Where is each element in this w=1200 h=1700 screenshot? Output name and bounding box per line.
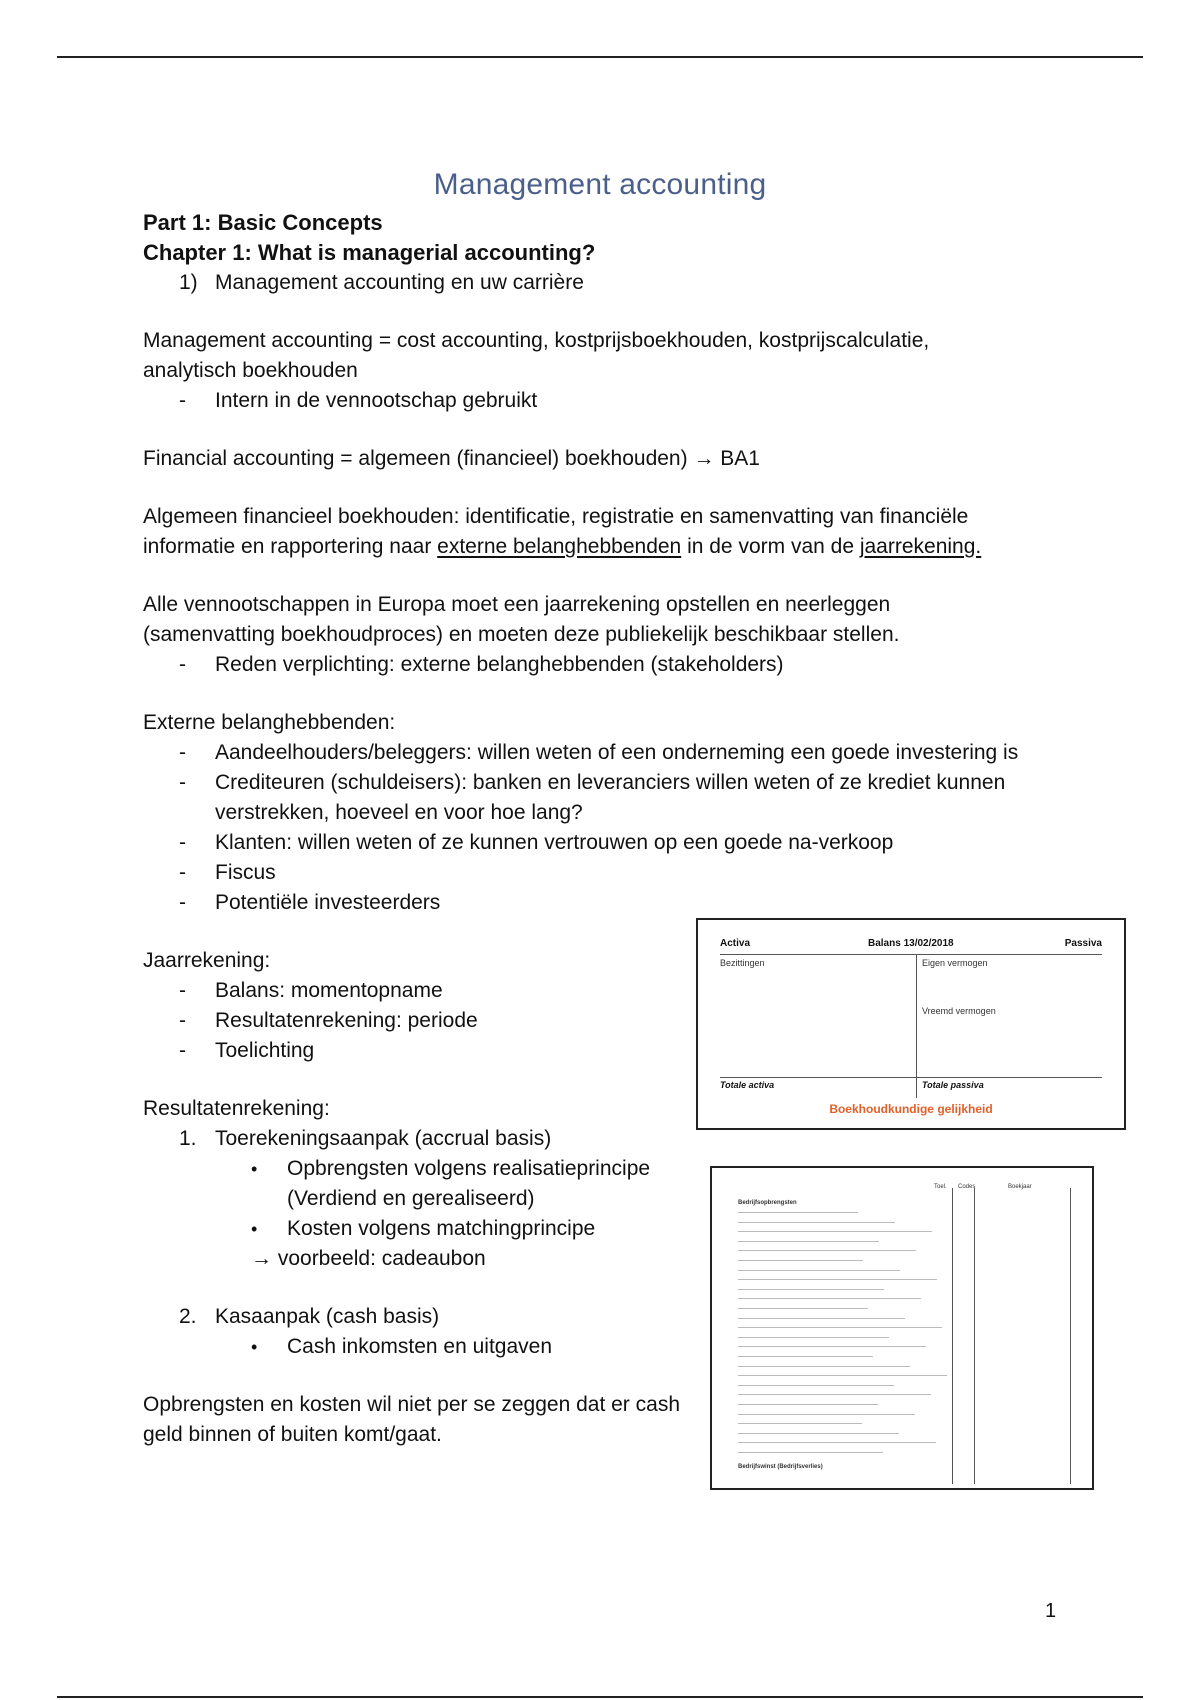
- income-statement-row: [738, 1270, 900, 1271]
- dash-marker: -: [179, 389, 186, 412]
- income-statement-row: [738, 1366, 910, 1367]
- management-definition: Management accounting = cost accounting, kostprijsboekhouden, kostprijscalculatie, analytisch boekhouden: [143, 329, 930, 382]
- income-statement-row: [738, 1385, 894, 1386]
- list-item-text: Resultatenrekening: periode: [215, 1009, 478, 1032]
- income-statement-row: [738, 1346, 926, 1347]
- bullet-marker: •: [251, 1219, 258, 1239]
- bedrijfsopbrengsten-label: Bedrijfsopbrengsten: [738, 1200, 797, 1206]
- page-number: 1: [1045, 1600, 1057, 1622]
- list-item-text: Cash inkomsten en uitgaven: [287, 1335, 552, 1358]
- resultaten-heading: Resultatenrekening:: [143, 1097, 330, 1120]
- number-marker: 1.: [179, 1127, 197, 1150]
- balance-sheet-figure: [696, 918, 1126, 1130]
- bedrijfswinst-label: Bedrijfswinst (Bedrijfsverlies): [738, 1464, 823, 1470]
- externe-item: [143, 888, 1063, 918]
- externe-item: [143, 768, 1055, 828]
- dash-marker: -: [179, 741, 186, 764]
- list-item-text: Klanten: willen weten of ze kunnen vertrouwen op een goede na-verkoop: [215, 831, 894, 854]
- jaarrekening-heading: Jaarrekening:: [143, 949, 271, 972]
- bullet-marker: •: [251, 1159, 258, 1179]
- list-item-text: Kosten volgens matchingprincipe: [287, 1217, 596, 1240]
- list-item-text: Potentiële investeerders: [215, 891, 441, 914]
- boekhoudkundige-gelijkheid-label: Boekhoudkundige gelijkheid: [829, 1102, 993, 1116]
- dash-marker: -: [179, 831, 186, 854]
- externe-underlined: externe belanghebbenden: [437, 535, 682, 558]
- number-marker: 2.: [179, 1305, 197, 1328]
- bottom-rule: [57, 1696, 1143, 1698]
- codes-column-line: [952, 1188, 953, 1484]
- list-item-text: Fiscus: [215, 861, 276, 884]
- reden-bullet: [143, 650, 1063, 680]
- boekjaar-column-header: Boekjaar: [1008, 1184, 1032, 1190]
- income-statement-row: [738, 1298, 921, 1299]
- list-item-text: Kasaanpak (cash basis): [215, 1305, 440, 1328]
- dash-marker: -: [179, 1009, 186, 1032]
- section-text: Management accounting en uw carrière: [215, 271, 584, 294]
- bullet-marker: •: [251, 1337, 258, 1357]
- income-statement-row: [738, 1452, 883, 1453]
- list-item-text: Toerekeningsaanpak (accrual basis): [215, 1127, 552, 1150]
- externe-item: [143, 828, 1055, 858]
- section-number: 1): [179, 271, 198, 294]
- income-statement-row: [738, 1327, 942, 1328]
- part-heading: Part 1: Basic Concepts: [143, 210, 383, 235]
- income-statement-row: [738, 1442, 936, 1443]
- income-statement-row: [738, 1260, 863, 1261]
- externe-heading: Externe belanghebbenden:: [143, 711, 396, 734]
- top-rule: [57, 56, 1143, 58]
- income-statement-row: [738, 1308, 868, 1309]
- right-column-line: [1070, 1188, 1071, 1484]
- totale-passiva-label: Totale passiva: [922, 1080, 984, 1090]
- list-item-text: Toelichting: [215, 1039, 315, 1062]
- list-item-text: Crediteuren (schuldeisers): banken en leveranciers willen weten of ze krediet kunnen verstrekken, hoeveel en voor hoe lang?: [215, 771, 1006, 824]
- intern-bullet: [143, 386, 1063, 416]
- income-statement-row: [738, 1212, 858, 1213]
- list-item-text: Opbrengsten volgens realisatieprincipe (Verdiend en gerealiseerd): [287, 1157, 651, 1210]
- bullet-text: Reden verplichting: externe belanghebbenden (stakeholders): [215, 653, 784, 676]
- income-statement-row: [738, 1375, 947, 1376]
- income-statement-row: [738, 1433, 899, 1434]
- paragraph-text: Algemeen financieel boekhouden: identificatie, registratie en samenvatting van financiële informatie en rapportering naar: [143, 505, 969, 558]
- example-line: → voorbeeld: cadeaubon: [251, 1247, 486, 1270]
- bezittingen-label: Bezittingen: [720, 958, 765, 968]
- income-statement-row: [738, 1394, 931, 1395]
- section-item: [143, 268, 1063, 298]
- income-statement-row: [738, 1318, 905, 1319]
- externe-item: [143, 858, 1063, 888]
- alle-paragraph: Alle vennootschappen in Europa moet een jaarrekening opstellen en neerleggen (samenvatting boekhoudproces) en moeten deze publiekelijk beschikbaar stellen.: [143, 593, 900, 646]
- income-statement-row: [738, 1356, 873, 1357]
- eigen-vermogen-label: Eigen vermogen: [922, 958, 988, 968]
- income-statement-figure: [710, 1166, 1094, 1490]
- income-statement-row: [738, 1337, 889, 1338]
- codes-column-header: Codes: [958, 1184, 976, 1190]
- income-statement-row: [738, 1231, 932, 1232]
- total-divider: [720, 1077, 1102, 1078]
- income-statement-row: [738, 1404, 878, 1405]
- dash-marker: -: [179, 1039, 186, 1062]
- activa-header: Activa: [720, 938, 751, 949]
- boekjaar-column-line: [974, 1188, 975, 1484]
- dash-marker: -: [179, 979, 186, 1002]
- totale-activa-label: Totale activa: [720, 1080, 775, 1090]
- resultaten-sub-item: [143, 1154, 687, 1214]
- dash-marker: -: [179, 653, 186, 676]
- vreemd-vermogen-label: Vreemd vermogen: [922, 1006, 996, 1016]
- chapter-heading: Chapter 1: What is managerial accounting?: [143, 240, 596, 265]
- list-item-text: Balans: momentopname: [215, 979, 443, 1002]
- algemeen-paragraph: [143, 502, 1043, 562]
- income-statement-row: [738, 1289, 884, 1290]
- balans-date-header: Balans 13/02/2018: [868, 938, 954, 949]
- income-statement-row: [738, 1423, 862, 1424]
- toel-column-header: Toel.: [934, 1184, 947, 1190]
- header-divider: [720, 954, 1102, 955]
- jaarrekening-underlined: jaarrekening.: [859, 535, 982, 558]
- income-statement-row: [738, 1250, 916, 1251]
- dash-marker: -: [179, 891, 186, 914]
- externe-item: [143, 738, 1055, 768]
- list-item-text: Aandeelhouders/beleggers: willen weten of een onderneming een goede investering is: [215, 741, 1019, 764]
- closing-paragraph: Opbrengsten en kosten wil niet per se zeggen dat er cash geld binnen of buiten komt/gaat.: [143, 1393, 680, 1446]
- document-title: Management accounting: [433, 168, 767, 201]
- dash-marker: -: [179, 771, 186, 794]
- income-statement-row: [738, 1241, 879, 1242]
- passiva-header: Passiva: [1064, 938, 1102, 949]
- bullet-text: Intern in de vennootschap gebruikt: [215, 389, 538, 412]
- dash-marker: -: [179, 861, 186, 884]
- income-statement-row: [738, 1279, 937, 1280]
- income-statement-row: [738, 1222, 895, 1223]
- income-statement-row: [738, 1414, 915, 1415]
- paragraph-text: in de vorm van de: [681, 535, 860, 558]
- financial-definition: Financial accounting = algemeen (financieel) boekhouden) → BA1: [143, 447, 760, 470]
